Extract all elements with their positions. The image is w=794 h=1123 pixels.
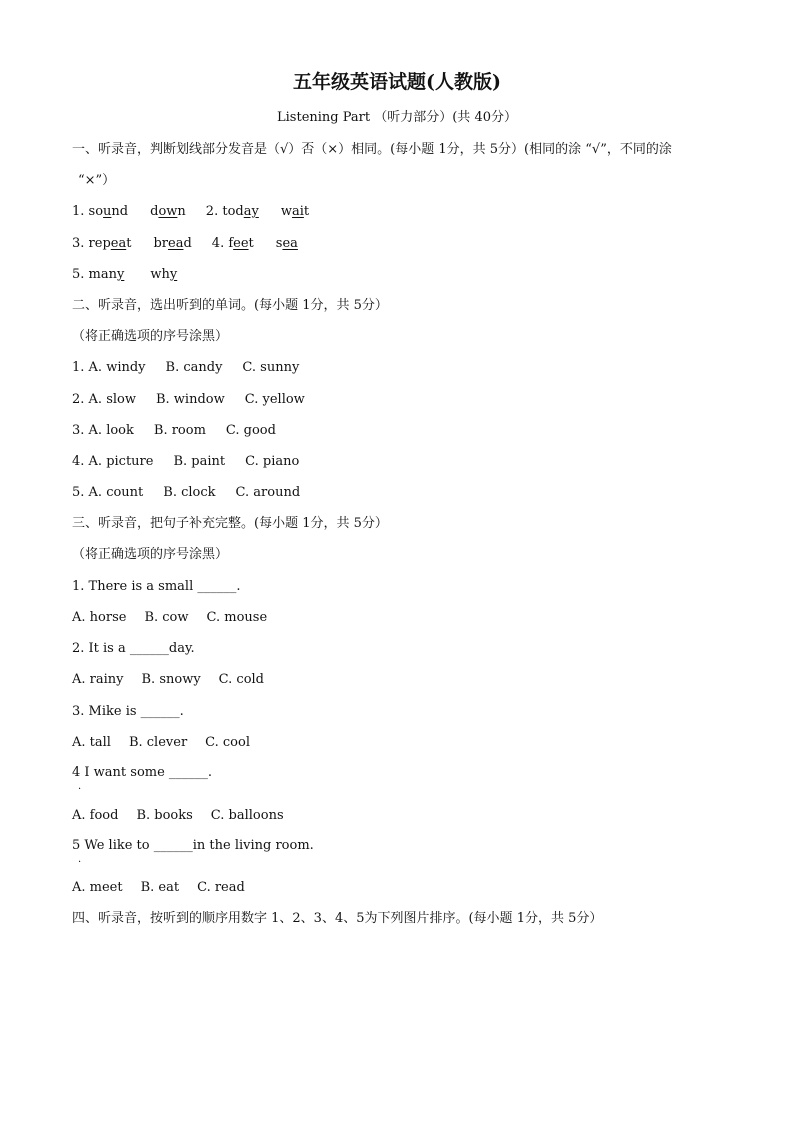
word: repeat	[88, 236, 132, 251]
section2-item-2	[72, 392, 305, 408]
option-b: B. clever	[128, 735, 188, 750]
option-c: C. read	[197, 880, 245, 895]
option-c: C. balloons	[210, 808, 284, 823]
option-c: C. piano	[245, 454, 300, 469]
section1-heading: 一、听录音，判断划线部分发音是（√）否（×）相同。(每小题 1分，共 5分）(相同的涂 “√”，不同的涂	[72, 142, 672, 157]
word: sound	[88, 204, 129, 219]
item-number: 4.	[211, 236, 225, 251]
option-a: A. horse	[72, 610, 127, 625]
section1-item-1	[72, 204, 309, 220]
section3-question-5: 5 We like to ______in the living room.	[72, 838, 314, 853]
item-number: 3.	[72, 423, 85, 438]
option-a: A. slow	[88, 392, 136, 407]
item-number: 5.	[72, 267, 85, 282]
word: bread	[153, 236, 192, 251]
section3-options-1	[72, 610, 267, 626]
section2-item-5	[72, 485, 300, 501]
option-a: A. look	[88, 423, 134, 438]
option-c: C. sunny	[242, 360, 300, 375]
section3-note: （将正确选项的序号涂黑）	[72, 547, 229, 562]
stray-dot: ·	[78, 784, 82, 795]
section1-item-3	[72, 267, 177, 283]
section2-item-4	[72, 454, 299, 470]
section3-options-5	[72, 880, 245, 896]
option-a: A. windy	[88, 360, 146, 375]
option-c: C. mouse	[206, 610, 268, 625]
item-number: 2.	[205, 204, 219, 219]
option-b: B. snowy	[141, 672, 201, 687]
option-b: B. books	[136, 808, 193, 823]
section1-item-2	[72, 236, 298, 252]
word: many	[88, 267, 125, 282]
option-a: A. picture	[88, 454, 154, 469]
option-c: C. cool	[205, 735, 250, 750]
section3-question-2: 2. It is a ______day.	[72, 641, 195, 656]
item-number: 1.	[72, 360, 85, 375]
section3-question-4: 4 I want some ______.	[72, 765, 213, 780]
option-b: B. clock	[163, 485, 216, 500]
section2-note: （将正确选项的序号涂黑）	[72, 329, 229, 344]
section3-options-3	[72, 735, 250, 751]
section1-heading-cont: “×”）	[78, 173, 116, 188]
word: down	[150, 204, 186, 219]
option-a: A. count	[88, 485, 144, 500]
option-c: C. cold	[218, 672, 265, 687]
option-b: B. candy	[165, 360, 223, 375]
word: feet	[228, 236, 254, 251]
stray-dot: ·	[78, 857, 82, 868]
word: why	[150, 267, 178, 282]
section3-options-4	[72, 808, 284, 824]
section3-options-2	[72, 672, 264, 688]
section4-heading: 四、听录音，按听到的顺序用数字 1、2、3、4、5为下列图片排序。(每小题 1分，共 5分）	[72, 911, 603, 926]
page-title: 五年级英语试题(人教版)	[293, 71, 501, 93]
option-b: B. cow	[144, 610, 189, 625]
option-b: B. window	[155, 392, 225, 407]
option-b: B. eat	[140, 880, 180, 895]
option-b: B. paint	[173, 454, 226, 469]
section2-heading: 二、听录音，选出听到的单词。(每小题 1分，共 5分）	[72, 298, 388, 313]
item-number: 4.	[72, 454, 85, 469]
word: today	[222, 204, 259, 219]
option-c: C. yellow	[244, 392, 305, 407]
section3-question-3: 3. Mike is ______.	[72, 704, 184, 719]
item-number: 1.	[72, 204, 85, 219]
option-a: A. meet	[72, 880, 123, 895]
item-number: 5.	[72, 485, 85, 500]
page-subtitle: Listening Part （听力部分）(共 40分）	[277, 110, 517, 125]
option-b: B. room	[153, 423, 206, 438]
item-number: 2.	[72, 392, 85, 407]
option-a: A. food	[72, 808, 119, 823]
option-a: A. rainy	[72, 672, 124, 687]
section3-heading: 三、听录音，把句子补充完整。(每小题 1分，共 5分）	[72, 516, 388, 531]
word: sea	[275, 236, 298, 251]
option-c: C. good	[225, 423, 276, 438]
item-number: 3.	[72, 236, 85, 251]
section3-question-1: 1. There is a small ______.	[72, 579, 241, 594]
option-c: C. around	[235, 485, 301, 500]
option-a: A. tall	[72, 735, 111, 750]
section2-item-1	[72, 360, 299, 376]
word: wait	[280, 204, 310, 219]
section2-item-3	[72, 423, 276, 439]
